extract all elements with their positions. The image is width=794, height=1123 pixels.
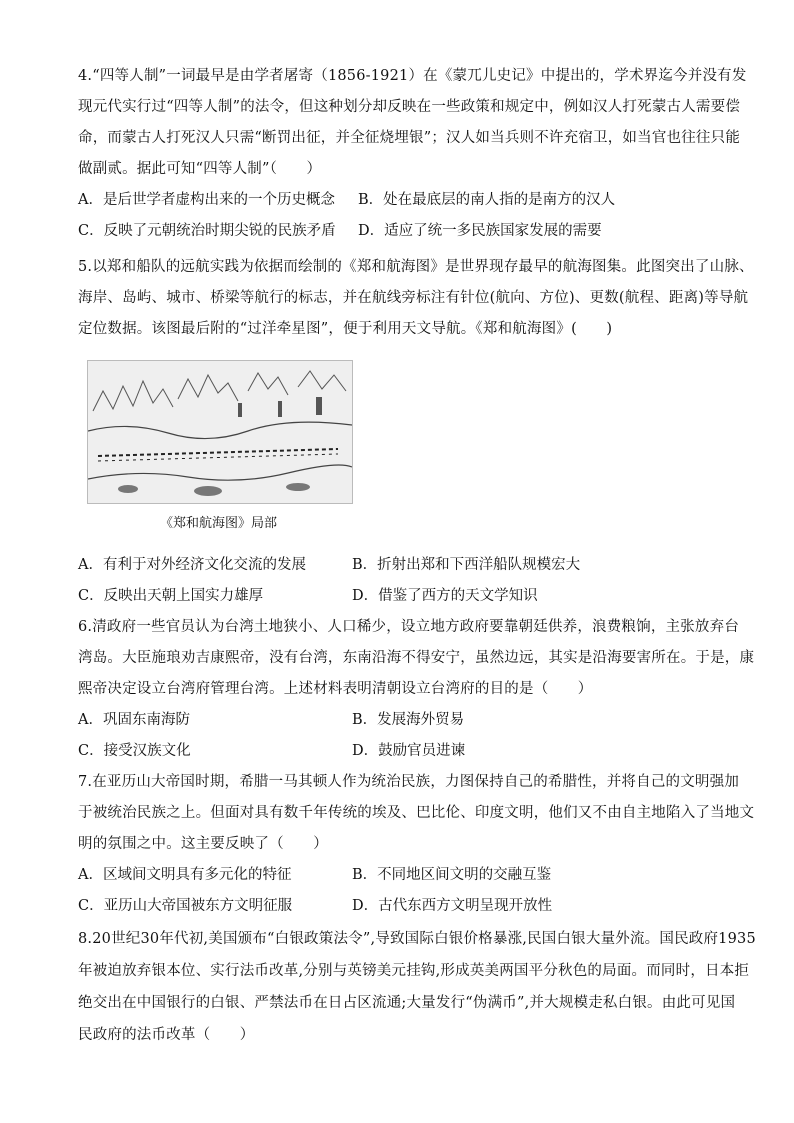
q6-option-b: B．发展海外贸易 — [352, 712, 465, 728]
q5-line-1: 5.以郑和船队的远航实践为依据而绘制的《郑和航海图》是世界现存最早的航海图集。此图突出了山脉、 — [78, 259, 754, 275]
q4-line-1: 4.“四等人制”一词最早是由学者屠寄（1856-1921）在《蒙兀儿史记》中提出的，学术界迄今并没有发 — [78, 68, 747, 84]
q6-line-1: 6.清政府一些官员认为台湾土地狭小、人口稀少，设立地方政府要靠朝廷供养，浪费粮饷，主张放弃台 — [78, 619, 740, 635]
q6-line-2: 湾岛。大臣施琅劝吉康熙帝，没有台湾，东南沿海不得安宁，虽然边远，其实是沿海要害所在。于是，康 — [78, 650, 755, 666]
q7-option-a: A．区域间文明具有多元化的特征 — [78, 867, 292, 883]
q5-line-2: 海岸、岛屿、城市、桥梁等航行的标志，并在航线旁标注有针位(航向、方位)、更数(航程、距离)等导航 — [78, 290, 749, 306]
q4-line-4: 做副贰。据此可知“四等人制”（ ） — [78, 161, 322, 177]
figure-caption: 《郑和航海图》局部 — [160, 516, 278, 531]
q7-option-d: D．古代东西方文明呈现开放性 — [352, 898, 553, 914]
q4-option-b: B．处在最底层的南人指的是南方的汉人 — [358, 192, 616, 208]
q7-option-c: C．亚历山大帝国被东方文明征服 — [78, 898, 293, 914]
q8-line-2: 年被迫放弃银本位、实行法币改革,分别与英镑美元挂钩,形成英美两国平分秋色的局面。而同时，日本拒 — [78, 963, 750, 979]
q4-line-3: 命，而蒙古人打死汉人只需“断罚出征，并全征烧埋银”；汉人如当兵则不许充宿卫，如当官也往往只能 — [78, 130, 741, 146]
q4-option-d: D．适应了统一多民族国家发展的需要 — [358, 223, 602, 239]
q4-option-c: C．反映了元朝统治时期尖锐的民族矛盾 — [78, 223, 336, 239]
q6-option-d: D．鼓励官员进谏 — [352, 743, 466, 759]
q8-line-1: 8.20世纪30年代初,美国颁布“白银政策法令”,导致国际白银价格暴涨,民国白银大量外流。国民政府1935 — [78, 931, 756, 947]
q7-line-1: 7.在亚历山大帝国时期，希腊一马其顿人作为统治民族，力图保持自己的希腊性，并将自己的文明强加 — [78, 774, 740, 790]
zhenghe-map-image — [87, 360, 353, 504]
q6-option-a: A．巩固东南海防 — [78, 712, 190, 728]
q8-line-4: 民政府的法币改革（ ） — [78, 1027, 255, 1043]
q6-option-c: C．接受汉族文化 — [78, 743, 191, 759]
q7-line-3: 明的氛围之中。这主要反映了（ ） — [78, 836, 328, 852]
q7-line-2: 于被统治民族之上。但面对具有数千年传统的埃及、巴比伦、印度文明，他们又不由自主地陷入了当地文 — [78, 805, 755, 821]
q5-option-d: D．借鉴了西方的天文学知识 — [352, 588, 538, 604]
q4-option-a: A．是后世学者虚构出来的一个历史概念 — [78, 192, 335, 208]
q7-option-b: B．不同地区间文明的交融互鉴 — [352, 867, 552, 883]
q5-option-b: B．折射出郑和下西洋船队规模宏大 — [352, 557, 581, 573]
q5-option-a: A．有利于对外经济文化交流的发展 — [78, 557, 306, 573]
q5-option-c: C．反映出天朝上国实力雄厚 — [78, 588, 264, 604]
q8-line-3: 绝交出在中国银行的白银、严禁法币在日占区流通;大量发行“伪满币”,并大规模走私白银。由此可见国 — [78, 995, 736, 1011]
q4-line-2: 现元代实行过“四等人制”的法令，但这种划分却反映在一些政策和规定中，例如汉人打死蒙古人需要偿 — [78, 99, 741, 115]
q6-line-3: 熙帝决定设立台湾府管理台湾。上述材料表明清朝设立台湾府的目的是（ ） — [78, 681, 593, 697]
q5-line-3: 定位数据。该图最后附的“过洋牵星图”，便于利用天文导航。《郑和航海图》( ) — [78, 321, 613, 337]
